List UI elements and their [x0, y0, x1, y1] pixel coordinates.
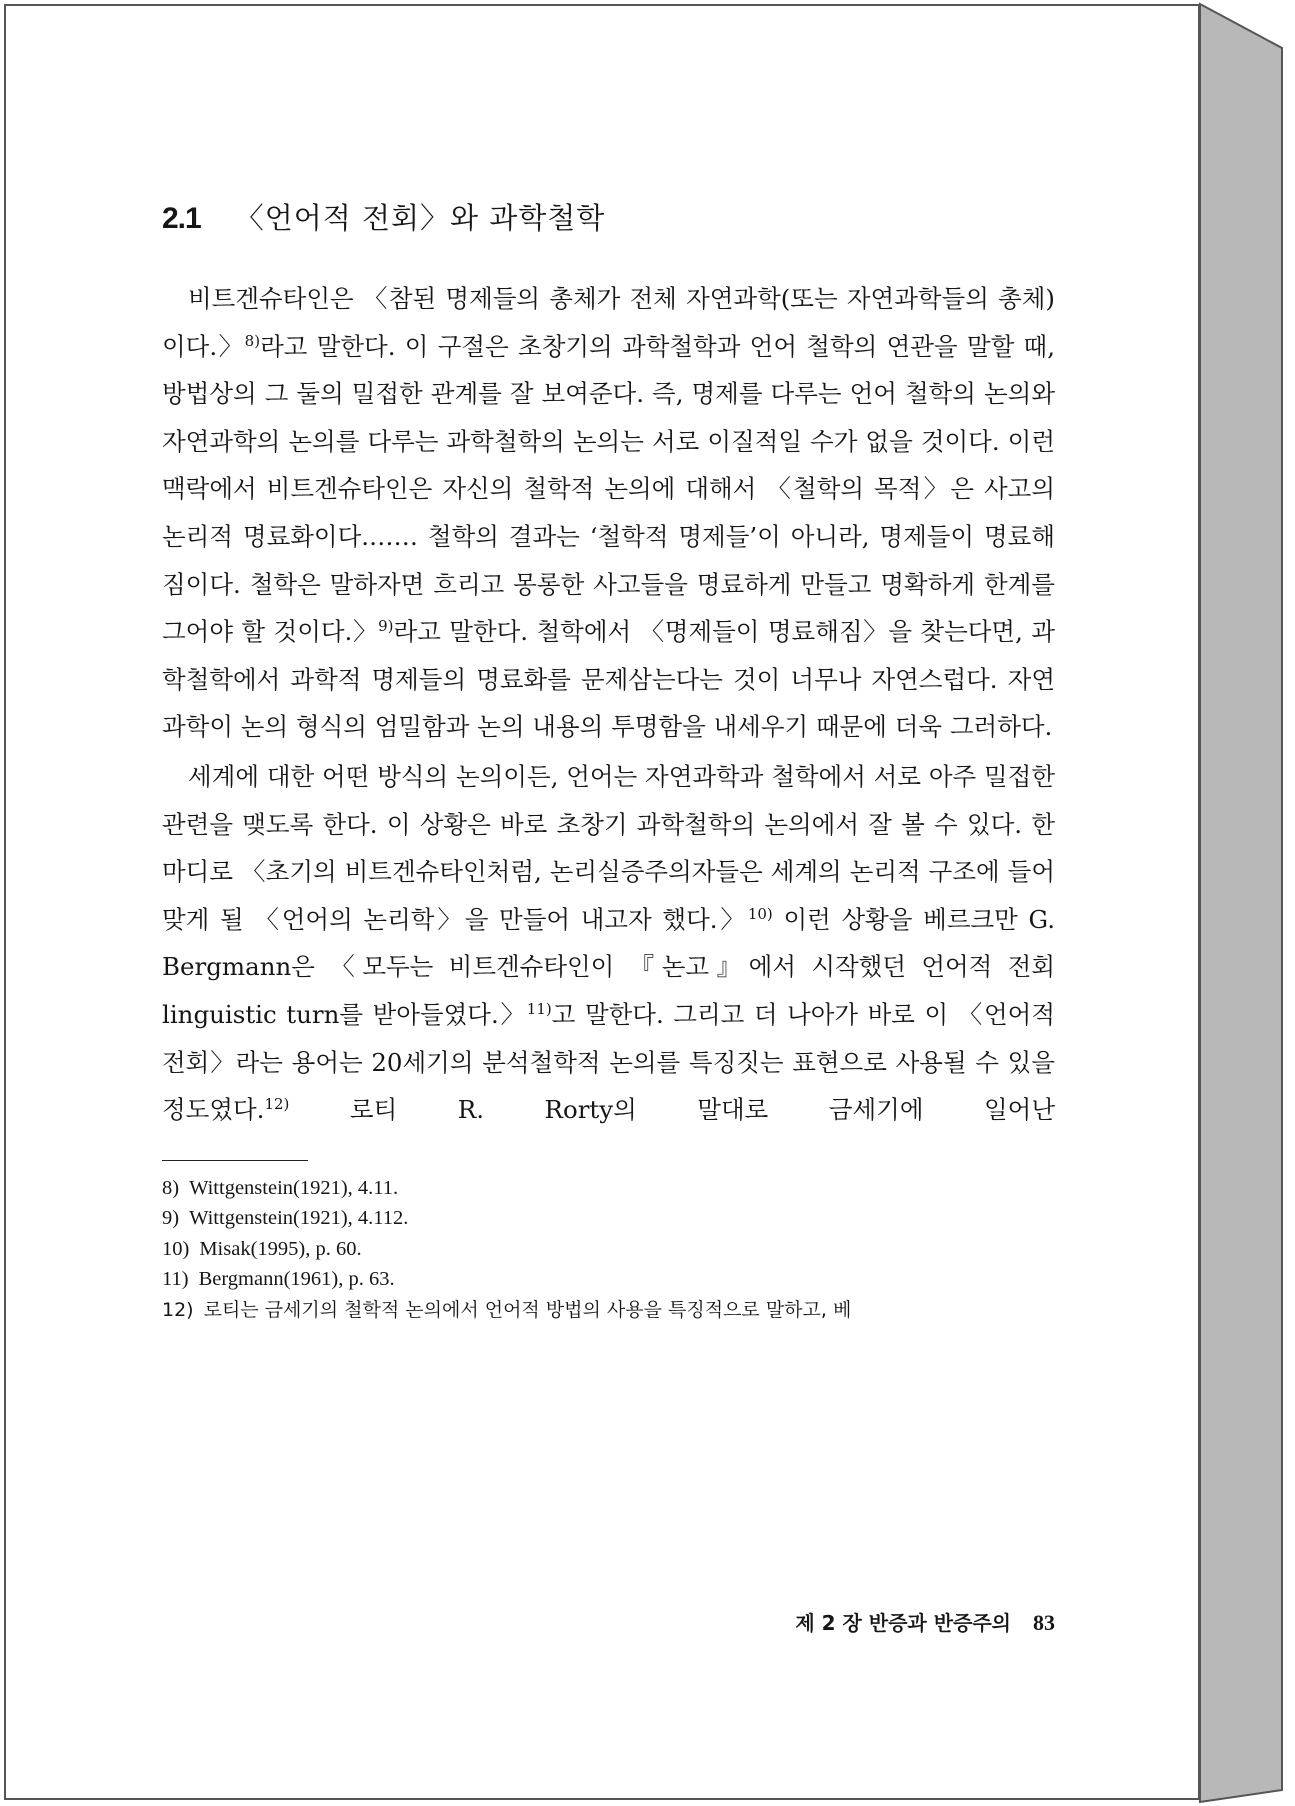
paragraph-text: 라고 말한다. 철학에서 〈명제들이 명료해짐〉을 찾는다면, 과학철학에서 과학적 명제들의 명료화를 문제삼는다는 것이 너무나 자연스럽다. 자연과학이 논의 형식의 엄밀함과 논의 내용의 투명함을 내세우기 때문에 더욱 그러하다. [162, 617, 1055, 742]
footnote-divider [162, 1160, 308, 1161]
paragraph-text: 라고 말한다. 이 구절은 초창기의 과학철학과 언어 철학의 연관을 말할 때, 방법상의 그 둘의 밀접한 관계를 잘 보여준다. 즉, 명제를 다루는 언어 철학의 논의와 자연과학의 논의를 다루는 과학철학의 논의는 서로 이질적일 수가 없을 것이다. 이런 맥락에서 비트겐슈타인은 자신의 철학적 논의에 대해서 〈철학의 목적〉은 사고의 논리적 명료화이다.…… 철학의 결과는 ‘철학적 명제들’이 아니라, 명제들이 명료해짐이다. 철학은 말하자면 흐리고 몽롱한 사고들을 명료하게 만들고 명확하게 한계를 그어야 할 것이다.〉 [162, 331, 1055, 647]
footnote-ref-9: 9) [378, 617, 394, 636]
body-paragraph-1 [162, 275, 1055, 751]
section-title: 〈언어적 전회〉와 과학철학 [234, 201, 606, 235]
footnote-ref-12: 12) [264, 1095, 290, 1114]
footnote-item [162, 1234, 1055, 1265]
body-paragraph-2 [162, 753, 1055, 1134]
footnote-item [162, 1173, 1055, 1204]
footnote-number: 11) [162, 1268, 189, 1291]
page-content [162, 196, 1055, 1325]
chapter-title: 제 2 장 반증과 반증주의 [795, 1611, 1011, 1635]
footnote-text: 로티는 금세기의 철학적 논의에서 언어적 방법의 사용을 특징적으로 말하고, 베 [203, 1298, 852, 1321]
paragraph-text: 이런 상황을 베르크만 G. Bergmann은 〈모두는 비트겐슈타인이 『논고』에서 시작했던 언어적 전회 linguistic turn를 받아들였다.〉 [162, 904, 1055, 1029]
footnote-text: Misak(1995), p. 60. [199, 1237, 362, 1260]
footnote-ref-11: 11) [526, 999, 552, 1018]
paragraph-text: 비트겐슈타인은 〈참된 명제들의 총체가 전체 자연과학(또는 자연과학들의 총체)이다.〉 [162, 284, 1055, 361]
paragraph-text: 세계에 대한 어떤 방식의 논의이든, 언어는 자연과학과 철학에서 서로 아주 밀접한 관련을 맺도록 한다. 이 상황은 바로 초창기 과학철학의 논의에서 잘 볼 수 있다. 한마디로 〈초기의 비트겐슈타인처럼, 논리실증주의자들은 세계의 논리적 구조에 들어맞게 될 〈언어의 논리학〉을 만들어 내고자 했다.〉 [162, 761, 1055, 934]
page-number: 83 [1033, 1610, 1055, 1635]
section-number: 2.1 [162, 202, 201, 235]
running-footer [700, 1607, 1055, 1636]
footnote-item [162, 1203, 1055, 1234]
footnote-list [162, 1173, 1055, 1326]
footnote-text: Wittgenstein(1921), 4.112. [189, 1207, 409, 1230]
paragraph-text: 고 말한다. 그리고 더 나아가 바로 이 〈언어적 전회〉라는 용어는 20세기의 분석철학적 논의를 특징짓는 표현으로 사용될 수 있을 정도였다. [162, 999, 1055, 1125]
footnote-number: 9) [162, 1207, 180, 1230]
footnote-number: 12) [162, 1298, 194, 1321]
footnote-ref-10: 10) [747, 904, 773, 923]
section-heading [162, 196, 1055, 237]
footnote-number: 10) [162, 1237, 190, 1260]
footnote-item [162, 1295, 1055, 1326]
footnote-number: 8) [162, 1176, 180, 1199]
footnote-ref-8: 8) [244, 331, 261, 350]
footnote-item [162, 1264, 1055, 1295]
footnote-text: Wittgenstein(1921), 4.11. [189, 1176, 399, 1199]
footnote-text: Bergmann(1961), p. 63. [198, 1268, 395, 1291]
paragraph-text: 로티 R. Rorty의 말대로 금세기에 일어난 [289, 1095, 1055, 1125]
